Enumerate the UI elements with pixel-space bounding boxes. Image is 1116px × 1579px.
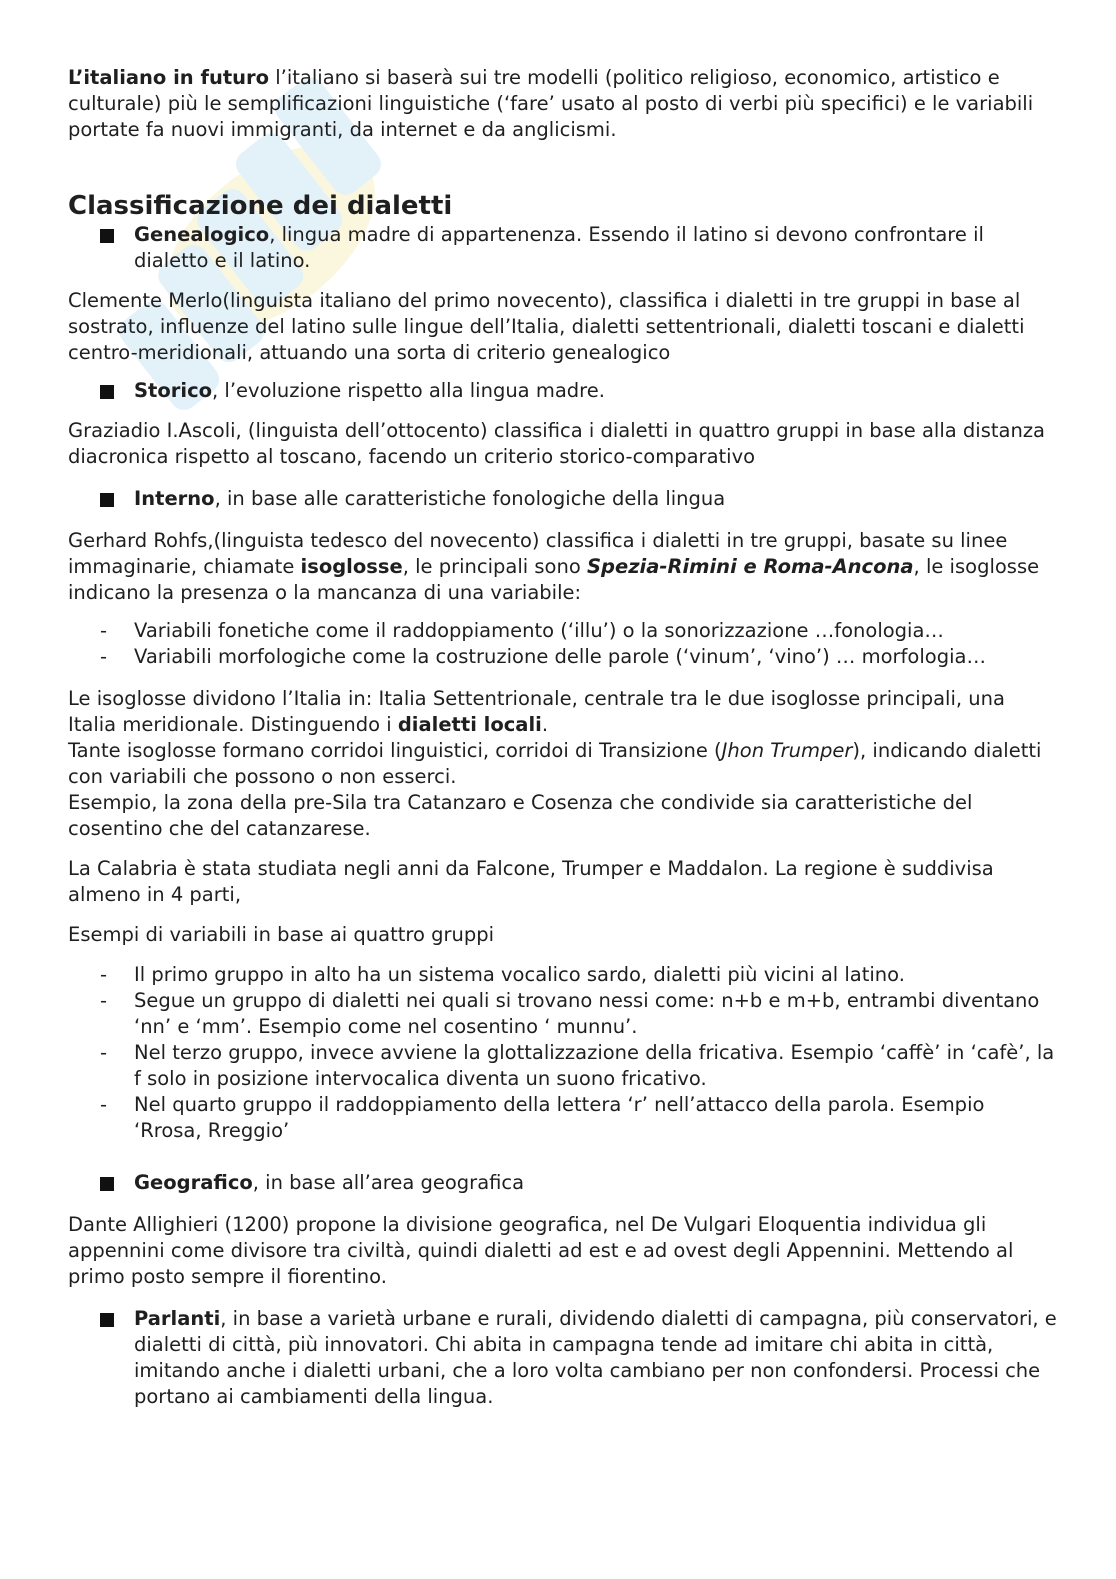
esempi-intro: Esempi di variabili in base ai quattro gruppi	[68, 923, 495, 946]
bullet-label: Genealogico	[134, 223, 270, 246]
bullet-text: , in base a varietà urbane e rurali, dividendo dialetti di campagna, più conservatori, e dialetti di città, più innovatori. Chi abita in campagna tende ad imitare chi abita in città, imitando anche i dialetti urbani, che a loro volta cambiano per non confondersi. Processi che portano ai cambiamenti della lingua.	[134, 1307, 1057, 1408]
trumper-name: Jhon Trumper	[721, 739, 853, 762]
bullet-text: , in base alle caratteristiche fonologiche della lingua	[214, 487, 726, 510]
bullet-label: Parlanti	[134, 1307, 221, 1330]
square-bullet-icon	[100, 229, 114, 243]
list-item: - Nel terzo gruppo, invece avviene la glottalizzazione della fricativa. Esempio ‘caffè’ in ‘cafè’, la f solo in posizione intervocalica diventa un suono fricativo.	[100, 1041, 1055, 1090]
isoglosse-text: Le isoglosse dividono l’Italia in: Italia Settentrionale, centrale tra le due isoglosse principali, una Italia meridionale. Distinguendo i	[68, 687, 1005, 736]
bullet-label: Interno	[134, 487, 215, 510]
square-bullet-icon	[100, 493, 114, 507]
rohfs-text: , le isoglosse indicano la presenza o la mancanza di una variabile:	[68, 555, 1040, 604]
list-item: - Variabili morfologiche come la costruzione delle parole (‘vinum’, ‘vino’) … morfologia…	[100, 645, 986, 668]
bullet-genealogico	[68, 222, 1058, 274]
bullet-parlanti	[68, 1306, 1058, 1410]
list-item: - Variabili fonetiche come il raddoppiamento (‘illu’) o la sonorizzazione …fonologia…	[100, 619, 944, 642]
rohfs-text: , le principali sono	[402, 555, 587, 578]
variables-list	[68, 618, 1058, 670]
list-item: - Segue un gruppo di dialetti nei quali si trovano nessi come: n+b e m+b, entrambi diventano ‘nn’ e ‘mm’. Esempio come nel cosentino ‘ munnu’.	[100, 989, 1040, 1038]
groups-list	[68, 962, 1058, 1144]
square-bullet-icon	[100, 1313, 114, 1327]
rohfs-text: Gerhard Rohfs,(linguista tedesco del novecento) classifica i dialetti in tre gruppi, basate su linee immaginarie, chiamate	[68, 529, 1008, 578]
corridoi-text: ), indicando dialetti con variabili che possono o non esserci.	[68, 739, 1042, 788]
bullet-geografico	[68, 1170, 1058, 1196]
bullet-storico	[68, 378, 1058, 404]
bullet-interno	[68, 486, 1058, 512]
bullet-label: Geografico	[134, 1171, 253, 1194]
bullet-label: Storico	[134, 379, 213, 402]
calabria-paragraph: La Calabria è stata studiata negli anni da Falcone, Trumper e Maddalon. La regione è suddivisa almeno in 4 parti,	[68, 857, 994, 906]
corridoi-text: Tante isoglosse formano corridoi linguistici, corridoi di Transizione (	[68, 739, 722, 762]
document-page	[68, 65, 1058, 1410]
dante-paragraph: Dante Allighieri (1200) propone la divisione geografica, nel De Vulgari Eloquentia individua gli appennini come divisore tra civiltà, quindi dialetti ad est e ad ovest degli Appennini. Mettendo al primo posto sempre il fiorentino.	[68, 1213, 1014, 1288]
bullet-text: , in base all’area geografica	[252, 1171, 525, 1194]
list-item: - Il primo gruppo in alto ha un sistema vocalico sardo, dialetti più vicini al latino.	[100, 963, 905, 986]
bullet-text: , l’evoluzione rispetto alla lingua madre.	[212, 379, 605, 402]
section-heading: Classificazione dei dialetti	[68, 191, 453, 221]
square-bullet-icon	[100, 385, 114, 399]
isoglosse-term: isoglosse	[300, 555, 403, 578]
principal-isoglosses: Spezia-Rimini e Roma-Ancona	[586, 555, 914, 578]
bullet-text: , lingua madre di appartenenza. Essendo il latino si devono confrontare il dialetto e il latino.	[134, 223, 984, 272]
intro-bold: L’italiano in futuro	[68, 66, 270, 89]
intro-text: l’italiano si baserà sui tre modelli (politico religioso, economico, artistico e culturale) più le semplificazioni linguistiche (‘fare’ usato al posto di verbi più specifici) e le variabili portate fa nuovi immigranti, da internet e da anglicismi.	[68, 66, 1034, 141]
list-item: - Nel quarto gruppo il raddoppiamento della lettera ‘r’ nell’attacco della parola. Esempio ‘Rrosa, Rreggio’	[100, 1093, 985, 1142]
merlo-paragraph: Clemente Merlo(linguista italiano del primo novecento), classifica i dialetti in tre gruppi in base al sostrato, influenze del latino sulle lingue dell’Italia, dialetti settentrionali, dialetti toscani e dialetti centro-meridionali, attuando una sorta di criterio genealogico	[68, 289, 1025, 364]
square-bullet-icon	[100, 1177, 114, 1191]
intro-paragraph	[68, 65, 1058, 143]
isoglosse-paragraph: Le isoglosse dividono l’Italia in: Italia Settentrionale, centrale tra le due isoglosse principali, una Italia meridionale. Distinguendo i dialetti locali. Tante isoglosse formano corridoi linguistici, corridoi di Transizione (Jhon Trumper), indicando dialetti con variabili che possono o non esserci. Esempio, la zona della pre-Sila tra Catanzaro e Cosenza che condivide sia caratteristiche del cosentino che del catanzarese.	[68, 687, 1042, 840]
dialetti-locali-term: dialetti locali	[397, 713, 542, 736]
example-text: Esempio, la zona della pre-Sila tra Catanzaro e Cosenza che condivide sia caratteristiche del cosentino che del catanzarese.	[68, 791, 973, 840]
rohfs-paragraph	[68, 528, 1058, 606]
ascoli-paragraph: Graziadio I.Ascoli, (linguista dell’ottocento) classifica i dialetti in quattro gruppi in base alla distanza diacronica rispetto al toscano, facendo un criterio storico-comparativo	[68, 419, 1046, 468]
